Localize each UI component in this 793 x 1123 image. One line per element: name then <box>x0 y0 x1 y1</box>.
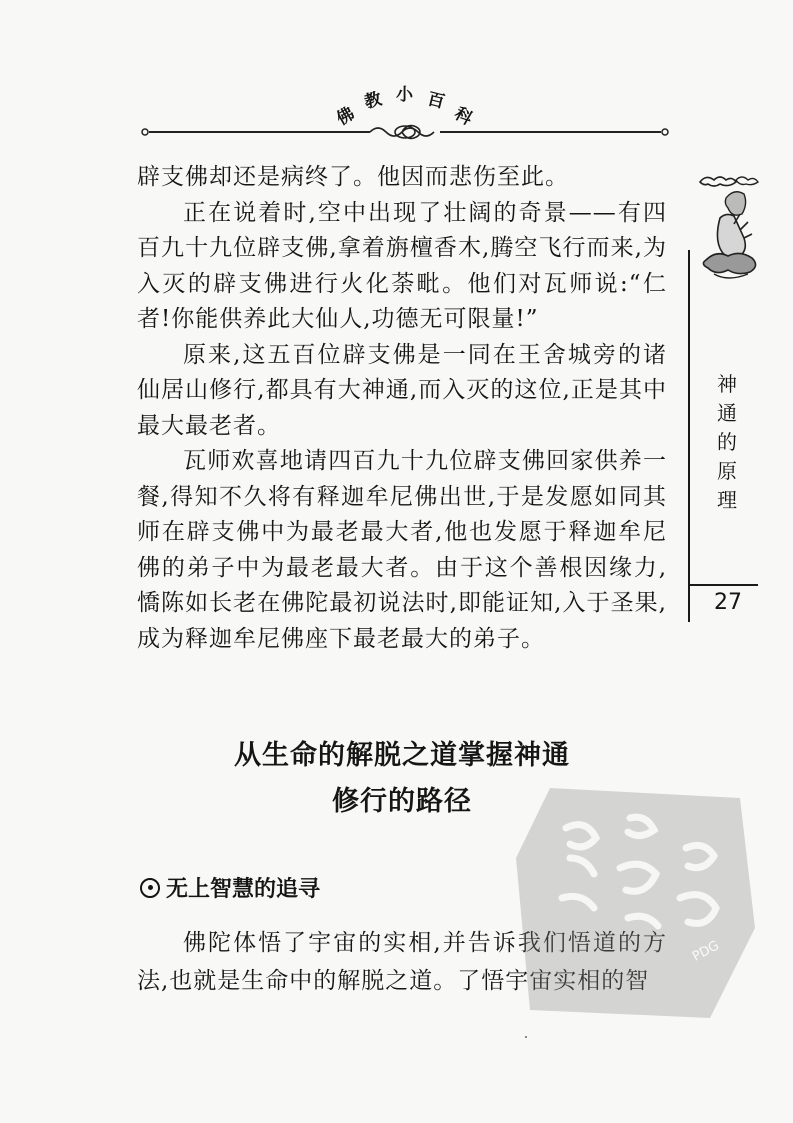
chapter-char: 原 <box>717 459 737 483</box>
sidebar-divider <box>688 250 690 622</box>
paragraph: 瓦师欢喜地请四百九十九位辟支佛回家供养一餐,得知不久将有释迦牟尼佛出世,于是发愿如同其师在辟支佛中为最老最大者,他也发愿于释迦牟尼佛的弟子中为最老最大者。由于这个善根因缘力,憍陈如长老在佛陀最初说法时,即能证知,入于圣果,成为释迦牟尼佛座下最老最大的弟子。 <box>137 448 667 652</box>
header-ornament-rule <box>140 122 670 142</box>
paragraph: 原来,这五百位辟支佛是一同在王舍城旁的诸仙居山修行,都具有大神通,而入灭的这位,正是其中最大最老者。 <box>137 341 667 439</box>
library-seal-watermark <box>510 778 758 1023</box>
paragraph: 正在说着时,空中出现了壮阔的奇景——有四百九十九位辟支佛,拿着旃檀香木,腾空飞行而来,为入灭的辟支佛进行火化荼毗。他们对瓦师说:“仁者!你能供养此大仙人,功德无可限量!” <box>137 199 667 332</box>
page-number-divider <box>688 584 758 586</box>
header-char: 百 <box>425 89 447 113</box>
subheading-text: 无上智慧的追寻 <box>166 877 321 902</box>
chapter-char: 理 <box>717 488 737 512</box>
section-heading-line: 修行的路径 <box>332 786 472 817</box>
chapter-char: 神 <box>717 372 737 396</box>
scan-speck <box>525 1036 527 1038</box>
running-header-title <box>330 78 490 128</box>
chapter-char: 的 <box>717 430 737 454</box>
lotus-hand-ornament-icon <box>696 168 766 298</box>
header-char: 小 <box>396 85 413 105</box>
section-heading-line: 从生命的解脱之道掌握神通 <box>234 740 570 771</box>
subheading <box>140 872 320 903</box>
watermark-label: PDG <box>690 938 722 965</box>
header-char: 佛 <box>333 103 359 130</box>
chapter-char: 通 <box>717 401 737 425</box>
page-number: 27 <box>714 590 742 615</box>
circle-dot-icon <box>140 878 160 898</box>
body-text <box>137 160 667 657</box>
paragraph: 辟支佛却还是病终了。他因而悲伤至此。 <box>137 164 569 190</box>
header-char: 科 <box>450 103 476 130</box>
paragraph: 佛陀体悟了宇宙的实相,并告诉我们悟道的方法,也就是生命中的解脱之道。了悟宇宙实相的智 <box>137 930 667 994</box>
chapter-title-vertical <box>712 370 742 515</box>
header-char: 教 <box>362 89 384 113</box>
